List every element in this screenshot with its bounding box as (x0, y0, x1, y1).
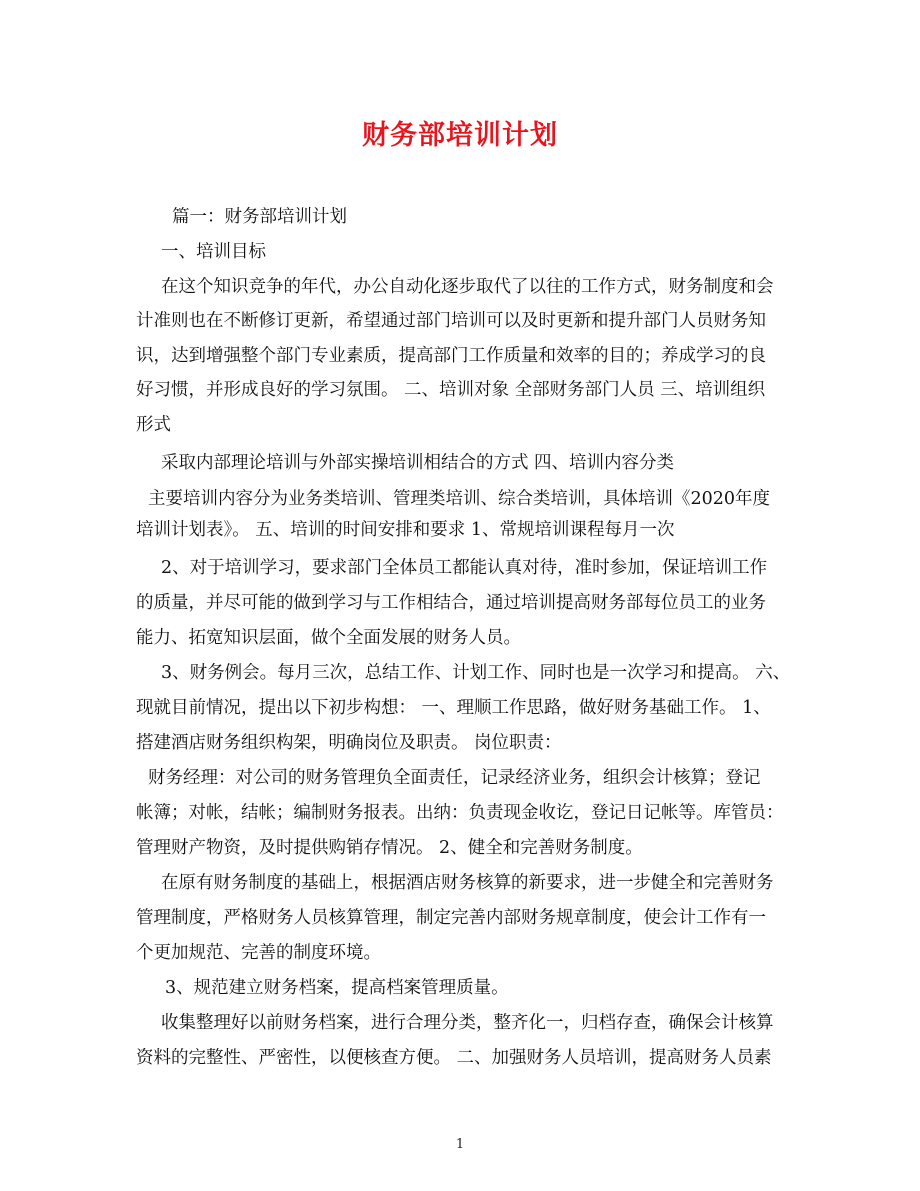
body-line: 形式 (136, 415, 171, 435)
body-line: 采取内部理论培训与外部实操培训相结合的方式 四、培训内容分类 (161, 453, 675, 473)
body-line: 现就目前情况，提出以下初步构想： 一、理顺工作思路，做好财务基础工作。 1、 (136, 698, 771, 718)
body-line: 主要培训内容分为业务类培训、管理类培训、综合类培训，具体培训《2020年度 (148, 489, 771, 509)
body-line: 在这个知识竞争的年代，办公自动化逐步取代了以往的工作方式，财务制度和会 (161, 277, 774, 297)
body-line: 2、对于培训学习，要求部门全体员工都能认真对待，准时参加，保证培训工作 (161, 558, 768, 578)
document-title: 财务部培训计划 (362, 120, 558, 151)
body-line: 个更加规范、完善的制度环境。 (136, 943, 381, 963)
body-line: 帐簿；对帐，结帐；编制财务报表。出纳：负责现金收讫，登记日记帐等。库管员： (136, 803, 784, 823)
body-line: 培训计划表》。 五、培训的时间安排和要求 1、常规培训课程每月一次 (136, 520, 675, 540)
page-number: 1 (455, 1137, 465, 1152)
body-line: 收集整理好以前财务档案，进行合理分类，整齐化一，归档存查，确保会计核算 (161, 1013, 774, 1033)
body-line: 管理制度，严格财务人员核算管理，制定完善内部财务规章制度，使会计工作有一 (136, 908, 766, 928)
body-line: 计准则也在不断修订更新，希望通过部门培训可以及时更新和提升部门人员财务知 (136, 311, 766, 331)
body-line: 一、培训目标 (161, 242, 266, 262)
body-line: 在原有财务制度的基础上，根据酒店财务核算的新要求，进一步健全和完善财务 (161, 873, 774, 893)
body-line: 篇一：财务部培训计划 (172, 207, 347, 227)
body-line: 资料的完整性、严密性，以便核查方便。 二、加强财务人员培训，提高财务人员素 (136, 1048, 772, 1068)
body-line: 3、财务例会。每月三次，总结工作、计划工作、同时也是一次学习和提高。 六、 (161, 663, 791, 683)
body-line: 搭建酒店财务组织构架，明确岗位及职责。 岗位职责： (136, 733, 562, 753)
body-line: 能力、拓宽知识层面，做个全面发展的财务人员。 (136, 628, 521, 648)
body-line: 识，达到增强整个部门专业素质，提高部门工作质量和效率的目的；养成学习的良 (136, 346, 766, 366)
body-line: 管理财产物资，及时提供购销存情况。 2、健全和完善财务制度。 (136, 838, 643, 858)
body-line: 财务经理：对公司的财务管理负全面责任，记录经济业务，组织会计核算；登记 (148, 768, 761, 788)
body-line: 的质量，并尽可能的做到学习与工作相结合，通过培训提高财务部每位员工的业务 (136, 593, 766, 613)
body-line: 3、规范建立财务档案，提高档案管理质量。 (165, 978, 509, 998)
body-line: 好习惯，并形成良好的学习氛围。 二、培训对象 全部财务部门人员 三、培训组织 (136, 380, 766, 400)
